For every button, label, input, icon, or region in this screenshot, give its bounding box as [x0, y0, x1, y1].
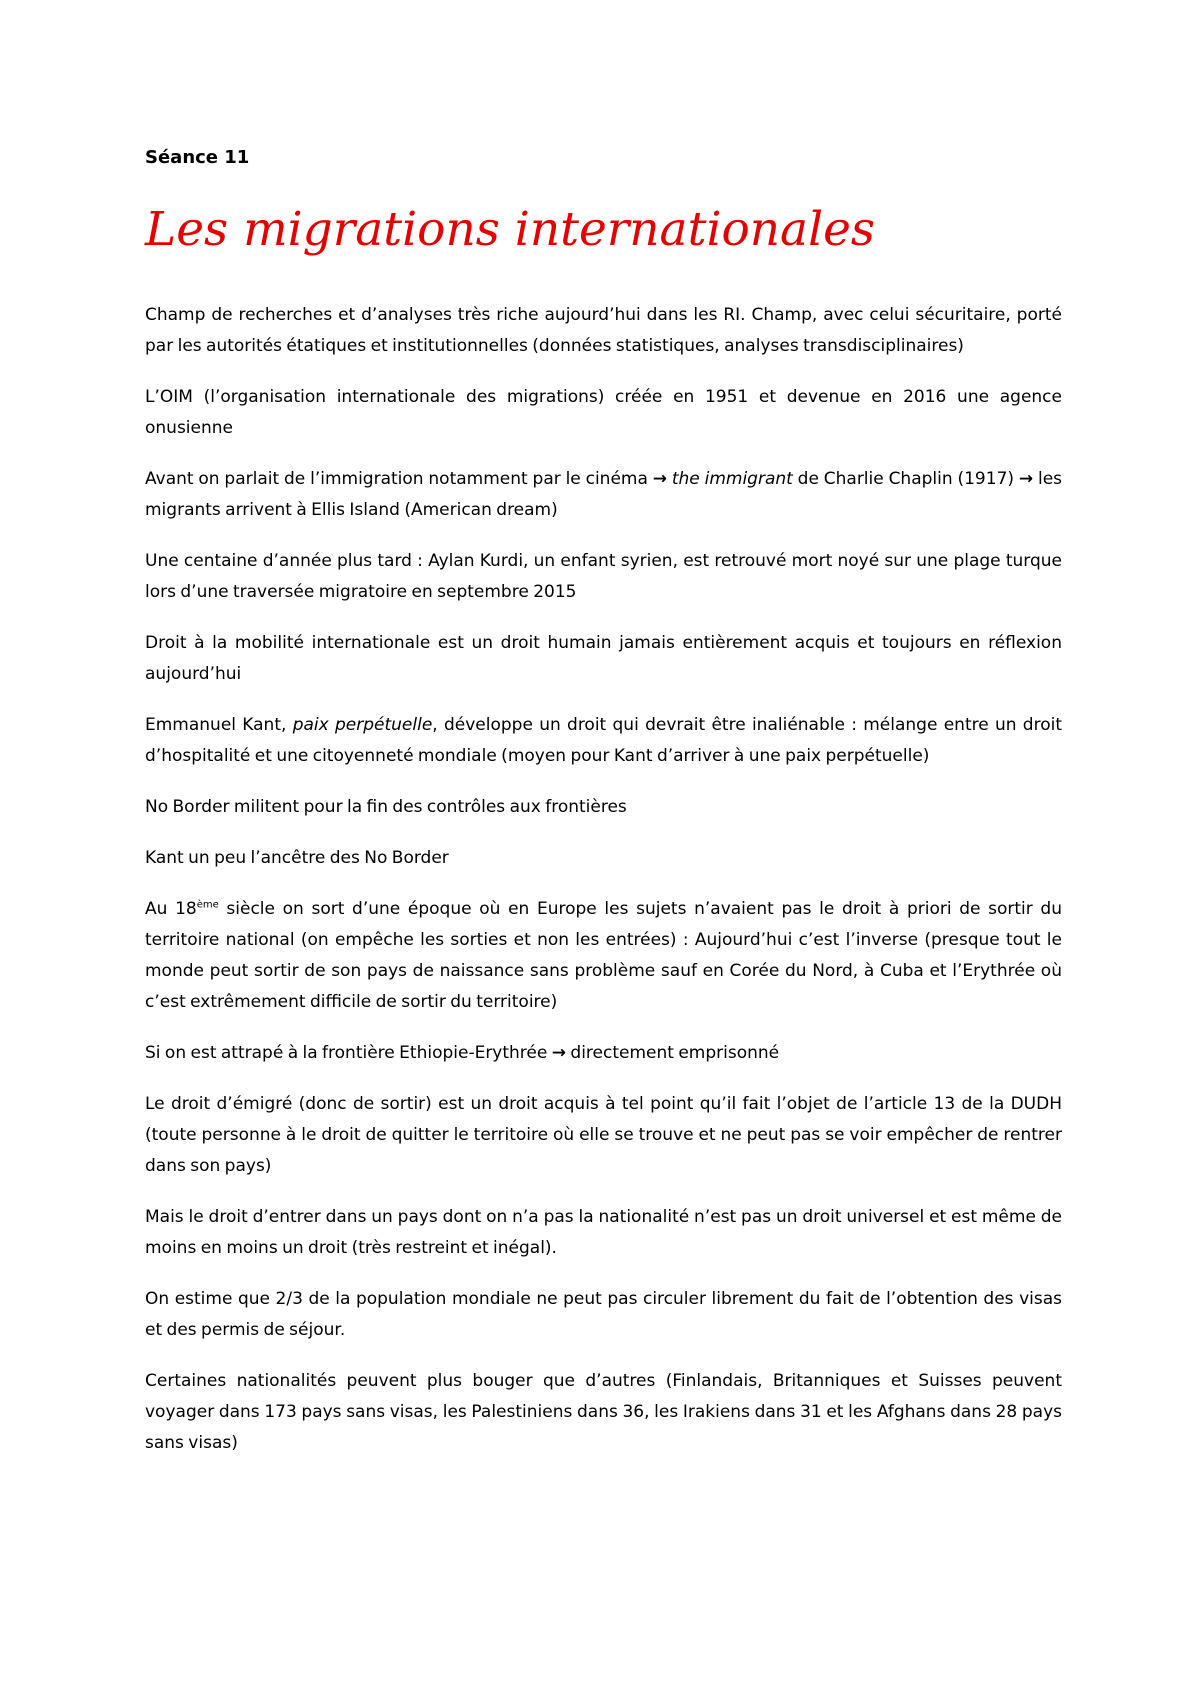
paragraph-cinema	[145, 464, 1062, 526]
paragraph-ethiopia-eritrea	[145, 1038, 1062, 1069]
arrow-right-icon: →	[551, 1043, 566, 1063]
paragraph-entry-right: Mais le droit d’entrer dans un pays dont on n’a pas la nationalité n’est pas un droit universel et est même de moins en moins un droit (très restreint et inégal).	[145, 1207, 1062, 1258]
paragraph-18th-century	[145, 894, 1062, 1018]
paragraph-nationalities: Certaines nationalités peuvent plus bouger que d’autres (Finlandais, Britanniques et Suisses peuvent voyager dans 173 pays sans visas, les Palestiniens dans 36, les Irakiens dans 31 et les Afghans dans 28 pays sans visas)	[145, 1371, 1062, 1453]
text-segment: Avant on parlait de l’immigration notamment par le cinéma	[145, 469, 653, 489]
paragraph-no-border: No Border militent pour la fin des contrôles aux frontières	[145, 797, 627, 817]
text-segment: les migrants arrivent à Ellis Island (American dream)	[145, 469, 1063, 520]
paragraph-kant-ancestor: Kant un peu l’ancêtre des No Border	[145, 848, 449, 868]
text-segment: , développe un droit qui devrait être inaliénable : mélange entre un droit d’hospitalité et une citoyenneté mondiale (moyen pour Kant d’arriver à une paix perpétuelle)	[145, 715, 1062, 766]
text-segment: de Charlie Chaplin (1917)	[792, 469, 1019, 489]
work-title: paix perpétuelle	[292, 715, 433, 735]
document-title: Les migrations internationales	[145, 202, 876, 257]
text-segment: Au 18	[145, 899, 197, 919]
text-segment: Si on est attrapé à la frontière Ethiopie-Erythrée	[145, 1043, 552, 1063]
paragraph-kant	[145, 710, 1062, 772]
superscript: ème	[196, 899, 219, 911]
session-label: Séance 11	[145, 147, 250, 168]
text-segment: Emmanuel Kant,	[145, 715, 293, 735]
paragraph-aylan-kurdi: Une centaine d’année plus tard : Aylan Kurdi, un enfant syrien, est retrouvé mort noyé sur une plage turque lors d’une traversée migratoire en septembre 2015	[145, 551, 1062, 602]
film-title: the immigrant	[671, 469, 793, 489]
text-segment: directement emprisonné	[566, 1043, 780, 1063]
arrow-right-icon: →	[1018, 469, 1034, 489]
arrow-right-icon: →	[652, 469, 667, 489]
paragraph-oim: L’OIM (l’organisation internationale des migrations) créée en 1951 et devenue en 2016 une agence onusienne	[145, 387, 1062, 438]
paragraph-emigration-right: Le droit d’émigré (donc de sortir) est un droit acquis à tel point qu’il fait l’objet de l’article 13 de la DUDH (toute personne à le droit de quitter le territoire où elle se trouve et ne peut pas se voir empêcher de rentrer dans son pays)	[145, 1094, 1062, 1176]
document-body	[145, 138, 1062, 1479]
text-segment: siècle on sort d’une époque où en Europe les sujets n’avaient pas le droit à priori de sortir du territoire national (on empêche les sorties et non les entrées) : Aujourd’hui c’est l’inverse (presque tout le monde peut sortir de son pays de naissance sans problème sauf en Corée du Nord, à Cuba et l’Erythrée où c’est extrêmement difficile de sortir du territoire)	[145, 899, 1062, 1012]
paragraph-intro: Champ de recherches et d’analyses très riche aujourd’hui dans les RI. Champ, avec celui sécuritaire, porté par les autorités étatiques et institutionnelles (données statistiques, analyses transdisciplinaires)	[145, 305, 1062, 356]
paragraph-mobility-right: Droit à la mobilité internationale est un droit humain jamais entièrement acquis et toujours en réflexion aujourd’hui	[145, 633, 1062, 684]
paragraph-two-thirds: On estime que 2/3 de la population mondiale ne peut pas circuler librement du fait de l’obtention des visas et des permis de séjour.	[145, 1289, 1062, 1340]
